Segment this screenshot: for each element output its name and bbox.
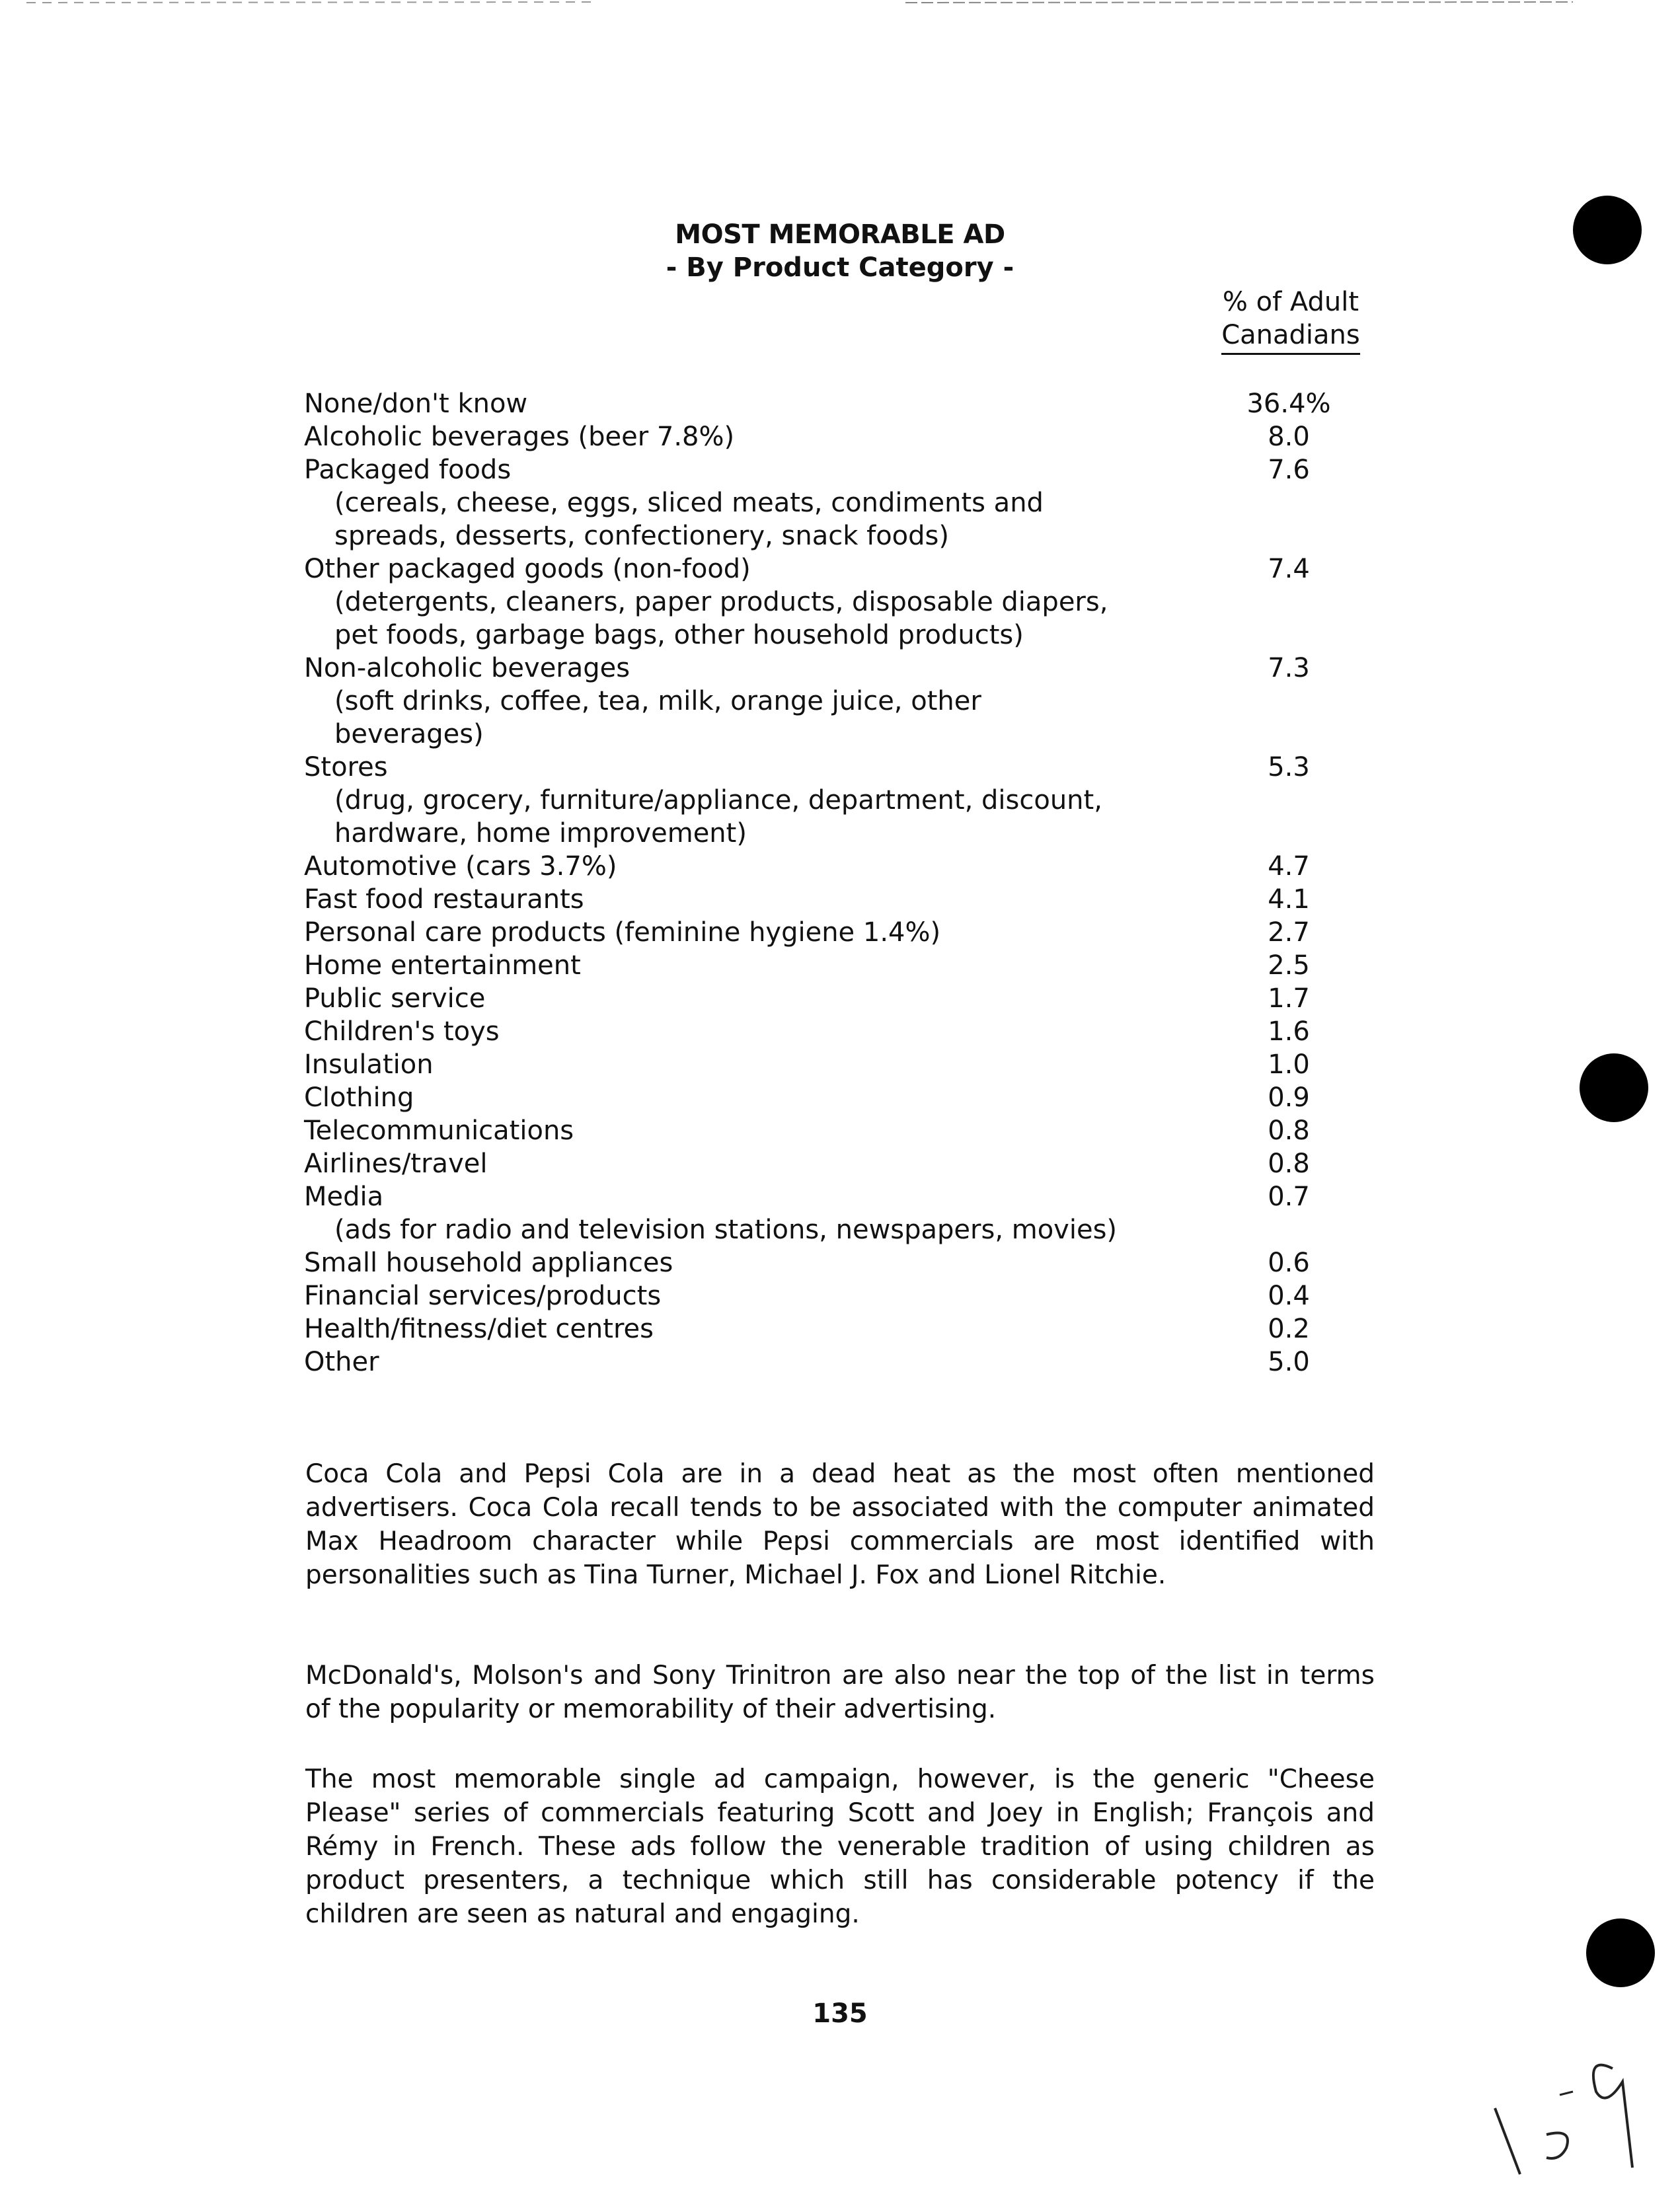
table-row xyxy=(304,1246,1361,1279)
paragraph-3: The most memorable single ad campaign, however, is the generic "Cheese Please" series of commercials featuring Scott and Joey in English; François and Rémy in French. These ads follow the venerable tradition of using children as product presenters, a technique which still has considerable potency if the children are seen as natural and engaging. xyxy=(305,1764,1375,1929)
category-value: 1.7 xyxy=(1268,983,1310,1014)
category-value: 1.0 xyxy=(1268,1049,1310,1080)
category-table xyxy=(304,387,1361,1379)
table-row xyxy=(304,1048,1361,1081)
column-header-line2: Canadians xyxy=(1221,319,1360,355)
category-label: Home entertainment xyxy=(304,950,581,981)
table-row xyxy=(304,1081,1361,1114)
category-label: Children's toys xyxy=(304,1016,500,1047)
category-value: 8.0 xyxy=(1268,422,1310,452)
paragraph-2: McDonald's, Molson's and Sony Trinitron are also near the top of the list in terms of the popularity or memorability of their advertising. xyxy=(305,1661,1375,1724)
category-label: Airlines/travel xyxy=(304,1149,488,1179)
table-row xyxy=(304,1147,1361,1180)
table-row xyxy=(304,1114,1361,1147)
table-row xyxy=(304,982,1361,1015)
category-value: 7.4 xyxy=(1268,554,1310,584)
category-label: Alcoholic beverages (beer 7.8%) xyxy=(304,422,735,452)
table-row xyxy=(304,652,1361,685)
category-label: Other xyxy=(304,1347,379,1377)
page-title: MOST MEMORABLE AD xyxy=(675,219,1005,250)
table-row xyxy=(304,387,1361,420)
category-label: Insulation xyxy=(304,1049,434,1080)
category-label: Non-alcoholic beverages xyxy=(304,653,630,683)
category-detail: spreads, desserts, confectionery, snack foods) xyxy=(334,521,949,551)
category-value: 0.8 xyxy=(1268,1116,1310,1146)
category-value: 7.3 xyxy=(1268,653,1310,683)
table-row xyxy=(304,949,1361,982)
category-detail: (soft drinks, coffee, tea, milk, orange juice, other xyxy=(334,686,981,716)
page-subtitle: - By Product Category - xyxy=(666,252,1014,283)
category-value: 0.4 xyxy=(1268,1281,1310,1311)
table-row xyxy=(304,1015,1361,1048)
table-row xyxy=(304,1312,1361,1346)
table-row xyxy=(304,1346,1361,1379)
category-label: Clothing xyxy=(304,1082,414,1113)
category-detail: (ads for radio and television stations, newspapers, movies) xyxy=(334,1215,1118,1245)
category-detail: pet foods, garbage bags, other household products) xyxy=(334,620,1024,650)
category-label: Other packaged goods (non-food) xyxy=(304,554,751,584)
table-row xyxy=(304,751,1361,784)
category-value: 2.7 xyxy=(1268,917,1310,948)
punch-hole-middle xyxy=(1580,1053,1648,1122)
punch-hole-bottom xyxy=(1586,1918,1655,1987)
category-detail: beverages) xyxy=(334,719,484,749)
category-value: 0.2 xyxy=(1268,1314,1310,1344)
column-header-line1: % of Adult xyxy=(1222,287,1359,317)
category-value: 4.7 xyxy=(1268,851,1310,882)
category-value: 0.9 xyxy=(1268,1082,1310,1113)
table-row xyxy=(304,1180,1361,1213)
category-label: Financial services/products xyxy=(304,1281,662,1311)
category-detail: hardware, home improvement) xyxy=(334,818,747,849)
table-row xyxy=(304,552,1361,586)
handwritten-mark xyxy=(1474,2029,1672,2181)
punch-hole-top xyxy=(1573,196,1642,264)
paragraph-1: Coca Cola and Pepsi Cola are in a dead heat as the most often mentioned advertisers. Coca Cola recall tends to be associated with the computer animated Max Headroom character while Pepsi commercials are most identified with personalities such as Tina Turner, Michael J. Fox and Lionel Ritchie. xyxy=(305,1459,1375,1590)
table-row xyxy=(304,883,1361,916)
category-label: Media xyxy=(304,1182,384,1212)
category-value: 0.6 xyxy=(1268,1248,1310,1278)
table-row xyxy=(304,1279,1361,1312)
category-label: None/don't know xyxy=(304,389,528,419)
category-value: 0.7 xyxy=(1268,1182,1310,1212)
table-row xyxy=(304,916,1361,949)
category-value: 36.4% xyxy=(1246,389,1331,419)
category-value: 2.5 xyxy=(1268,950,1310,981)
table-row xyxy=(304,420,1361,453)
category-detail: (cereals, cheese, eggs, sliced meats, condiments and xyxy=(334,488,1044,518)
category-label: Public service xyxy=(304,983,486,1014)
table-row xyxy=(304,453,1361,486)
category-label: Fast food restaurants xyxy=(304,884,584,915)
category-label: Automotive (cars 3.7%) xyxy=(304,851,617,882)
category-value: 7.6 xyxy=(1268,455,1310,485)
category-label: Packaged foods xyxy=(304,455,512,485)
category-label: Telecommunications xyxy=(304,1116,574,1146)
category-value: 1.6 xyxy=(1268,1016,1310,1047)
category-detail: (detergents, cleaners, paper products, disposable diapers, xyxy=(334,587,1108,617)
category-value: 0.8 xyxy=(1268,1149,1310,1179)
category-value: 5.0 xyxy=(1268,1347,1310,1377)
category-value: 5.3 xyxy=(1268,752,1310,782)
category-label: Personal care products (feminine hygiene 1.4%) xyxy=(304,917,941,948)
category-value: 4.1 xyxy=(1268,884,1310,915)
table-row xyxy=(304,850,1361,883)
category-detail: (drug, grocery, furniture/appliance, department, discount, xyxy=(334,785,1102,816)
category-label: Stores xyxy=(304,752,388,782)
category-label: Health/fitness/diet centres xyxy=(304,1314,654,1344)
column-header xyxy=(1213,285,1368,355)
page-number: 135 xyxy=(812,1998,868,2029)
scan-top-edge xyxy=(0,0,1680,11)
category-label: Small household appliances xyxy=(304,1248,673,1278)
